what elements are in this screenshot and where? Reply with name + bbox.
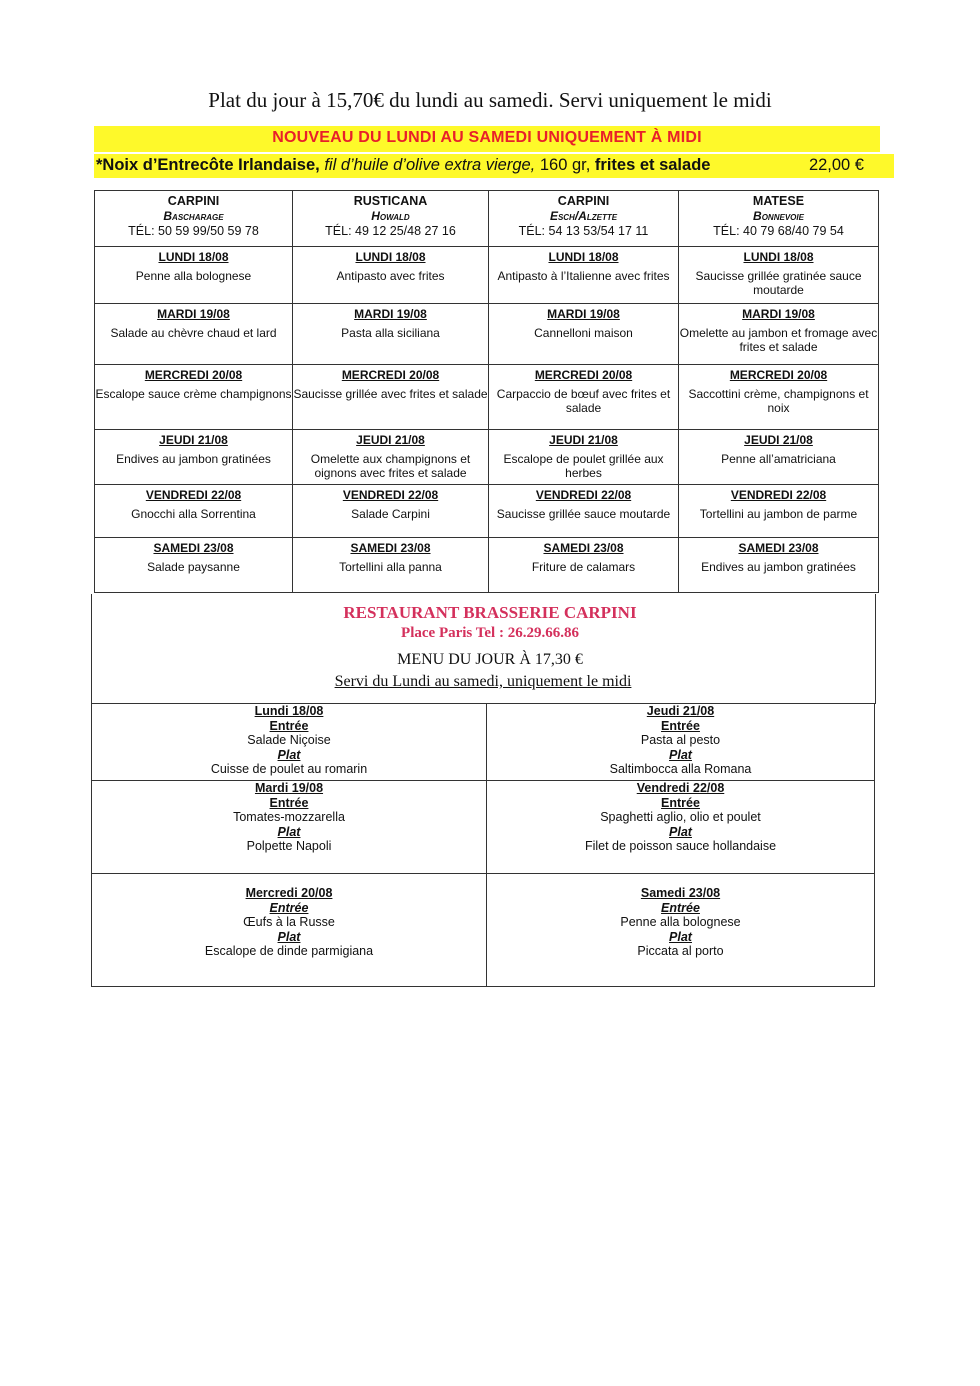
plat-label: Plat bbox=[669, 747, 692, 762]
restaurant-header bbox=[489, 191, 679, 247]
entree-label: Entrée bbox=[661, 795, 700, 810]
menu-day: Mercredi 20/08 bbox=[245, 886, 333, 900]
day-label: VENDREDI 22/08 bbox=[342, 488, 439, 502]
day-row-vendredi bbox=[95, 485, 879, 538]
menu-day-cell bbox=[487, 781, 875, 874]
menu-note: Servi du Lundi au samedi, uniquement le midi bbox=[334, 673, 632, 690]
dish: Antipasto avec frites bbox=[336, 269, 445, 283]
restaurant-phone: TÉL: 54 13 53/54 17 11 bbox=[518, 224, 649, 238]
menu-day: Mardi 19/08 bbox=[254, 781, 324, 795]
day-label: JEUDI 21/08 bbox=[159, 433, 228, 447]
menu-cell bbox=[95, 247, 293, 304]
day-label: LUNDI 18/08 bbox=[548, 250, 619, 264]
plat-label: Plat bbox=[277, 824, 301, 839]
day-label: JEUDI 21/08 bbox=[356, 433, 425, 447]
menu-cell bbox=[489, 304, 679, 365]
dish: Salade au chèvre chaud et lard bbox=[110, 326, 277, 340]
entree-dish: Œufs à la Russe bbox=[243, 915, 335, 929]
entree-dish: Spaghetti aglio, olio et poulet bbox=[600, 810, 761, 824]
day-row-mercredi bbox=[95, 365, 879, 430]
menu-cell bbox=[679, 430, 879, 485]
menu-day-cell bbox=[92, 704, 487, 781]
brasserie-address: Place Paris Tel : 26.29.66.86 bbox=[401, 625, 579, 641]
dish: Endives au jambon gratinées bbox=[701, 560, 856, 574]
special-sides: frites et salade bbox=[590, 156, 711, 174]
plat-dish: Cuisse de poulet au romarin bbox=[210, 762, 368, 776]
day-label: SAMEDI 23/08 bbox=[738, 541, 819, 555]
dish: Penne all’amatriciana bbox=[721, 452, 836, 466]
menu-day-cell bbox=[92, 874, 487, 987]
plat-dish: Filet de poisson sauce hollandaise bbox=[584, 839, 777, 853]
menu-cell bbox=[293, 304, 489, 365]
day-label: MARDI 19/08 bbox=[157, 307, 230, 321]
restaurant-header bbox=[95, 191, 293, 247]
dish: Tortellini alla panna bbox=[339, 560, 442, 574]
day-row-samedi bbox=[95, 538, 879, 593]
dish: Salade Carpini bbox=[351, 507, 430, 521]
day-label: JEUDI 21/08 bbox=[549, 433, 618, 447]
menu-cell bbox=[293, 430, 489, 485]
menu-cell bbox=[95, 538, 293, 593]
restaurant-header bbox=[679, 191, 879, 247]
dish: Saucisse grillée avec frites et salade bbox=[293, 387, 488, 401]
menu-cell bbox=[489, 430, 679, 485]
dish: Friture de calamars bbox=[531, 560, 636, 574]
restaurant-name: CARPINI bbox=[557, 194, 610, 208]
day-label: MARDI 19/08 bbox=[547, 307, 620, 321]
day-label: VENDREDI 22/08 bbox=[145, 488, 242, 502]
special-name: *Noix d’Entrecôte Irlandaise, bbox=[96, 156, 320, 174]
menu-row bbox=[92, 874, 875, 987]
menu-day: Samedi 23/08 bbox=[640, 886, 721, 900]
entree-dish: Pasta al pesto bbox=[640, 733, 721, 747]
day-label: LUNDI 18/08 bbox=[355, 250, 426, 264]
dish: Antipasto à l’Italienne avec frites bbox=[497, 269, 670, 283]
menu-cell bbox=[489, 247, 679, 304]
menu-day: Lundi 18/08 bbox=[254, 704, 324, 718]
restaurant-town: Bonnevoie bbox=[753, 209, 804, 223]
day-label: MARDI 19/08 bbox=[742, 307, 815, 321]
day-label: VENDREDI 22/08 bbox=[535, 488, 632, 502]
restaurant-town: Howald bbox=[371, 209, 410, 223]
dish: Escalope de poulet grillée aux herbes bbox=[503, 452, 664, 480]
day-label: MERCREDI 20/08 bbox=[729, 368, 828, 382]
restaurant-header-row bbox=[95, 191, 879, 247]
menu-title: MENU DU JOUR À 17,30 € bbox=[397, 651, 583, 668]
restaurant-name: RUSTICANA bbox=[353, 194, 428, 208]
day-label: SAMEDI 23/08 bbox=[153, 541, 234, 555]
menu-cell bbox=[679, 247, 879, 304]
plat-label: Plat bbox=[277, 747, 301, 762]
menu-day-cell bbox=[487, 704, 875, 781]
dish: Gnocchi alla Sorrentina bbox=[131, 507, 256, 521]
dish: Salade paysanne bbox=[147, 560, 240, 574]
menu-row bbox=[92, 704, 875, 781]
entree-label: Entrée bbox=[661, 718, 700, 733]
dish: Pasta alla siciliana bbox=[341, 326, 440, 340]
menu-cell bbox=[679, 304, 879, 365]
restaurant-phone: TÉL: 50 59 99/50 59 78 bbox=[128, 224, 259, 238]
day-label: MERCREDI 20/08 bbox=[144, 368, 243, 382]
entree-dish: Penne alla bolognese bbox=[620, 915, 741, 929]
dish: Saucisse grillée sauce moutarde bbox=[496, 507, 671, 521]
menu-cell bbox=[489, 485, 679, 538]
menu-day-cell bbox=[92, 781, 487, 874]
menu-day: Vendredi 22/08 bbox=[636, 781, 725, 795]
menu-day-cell bbox=[487, 874, 875, 987]
restaurant-name: MATESE bbox=[752, 194, 805, 208]
dish: Saccottini crème, champignons et noix bbox=[688, 387, 869, 415]
menu-cell bbox=[679, 485, 879, 538]
day-label: MARDI 19/08 bbox=[354, 307, 427, 321]
day-label: SAMEDI 23/08 bbox=[350, 541, 431, 555]
day-row-jeudi bbox=[95, 430, 879, 485]
menu-cell bbox=[293, 365, 489, 430]
special-dish bbox=[96, 156, 710, 175]
special-price: 22,00 € bbox=[808, 156, 864, 174]
dish: Cannelloni maison bbox=[534, 326, 633, 340]
restaurant-name: CARPINI bbox=[167, 194, 220, 208]
plat-dish: Saltimbocca alla Romana bbox=[609, 762, 752, 776]
restaurant-town: Bascharage bbox=[163, 209, 224, 223]
restaurant-phone: TÉL: 49 12 25/48 27 16 bbox=[325, 224, 456, 238]
entree-dish: Salade Niçoise bbox=[247, 733, 331, 747]
menu-day: Jeudi 21/08 bbox=[646, 704, 715, 718]
dish: Endives au jambon gratinées bbox=[116, 452, 271, 466]
entree-label: Entrée bbox=[269, 795, 309, 810]
menu-cell bbox=[679, 365, 879, 430]
dish: Saucisse grillée gratinée sauce moutarde bbox=[695, 269, 862, 297]
banner-text: NOUVEAU DU LUNDI AU SAMEDI UNIQUEMENT À MIDI bbox=[272, 129, 702, 146]
entree-dish: Tomates-mozzarella bbox=[233, 810, 345, 824]
day-label: VENDREDI 22/08 bbox=[730, 488, 827, 502]
special-description: fil d’huile d’olive extra vierge, bbox=[319, 156, 536, 174]
plat-dish: Escalope de dinde parmigiana bbox=[204, 944, 374, 958]
restaurant-phone: TÉL: 40 79 68/40 79 54 bbox=[713, 224, 844, 238]
page-title: Plat du jour à 15,70€ du lundi au samedi. Servi uniquement le midi bbox=[208, 88, 772, 112]
restaurant-header bbox=[293, 191, 489, 247]
menu-cell bbox=[95, 365, 293, 430]
brasserie-menu-table bbox=[91, 703, 875, 987]
day-label: JEUDI 21/08 bbox=[744, 433, 813, 447]
dish: Escalope sauce crème champignons bbox=[95, 387, 292, 401]
menu-cell bbox=[293, 247, 489, 304]
dish: Omelette aux champignons et oignons avec frites et salade bbox=[310, 452, 471, 480]
plat-label: Plat bbox=[669, 824, 692, 839]
menu-cell bbox=[679, 538, 879, 593]
dish: Penne alla bolognese bbox=[135, 269, 252, 283]
menu-cell bbox=[293, 538, 489, 593]
menu-cell bbox=[489, 365, 679, 430]
menu-cell bbox=[95, 430, 293, 485]
menu-cell bbox=[293, 485, 489, 538]
day-label: MERCREDI 20/08 bbox=[534, 368, 633, 382]
menu-row bbox=[92, 781, 875, 874]
day-row-mardi bbox=[95, 304, 879, 365]
day-label: MERCREDI 20/08 bbox=[341, 368, 440, 382]
dish: Omelette au jambon et fromage avec frites et salade bbox=[679, 326, 878, 354]
day-row-lundi bbox=[95, 247, 879, 304]
entree-label: Entrée bbox=[661, 900, 700, 915]
menu-cell bbox=[95, 304, 293, 365]
day-label: LUNDI 18/08 bbox=[743, 250, 814, 264]
day-label: SAMEDI 23/08 bbox=[543, 541, 624, 555]
entree-label: Entrée bbox=[269, 718, 309, 733]
brasserie-name: RESTAURANT BRASSERIE CARPINI bbox=[343, 603, 637, 622]
special-weight: 160 gr, bbox=[535, 156, 591, 174]
plat-label: Plat bbox=[277, 929, 301, 944]
entree-label: Entrée bbox=[269, 900, 309, 915]
restaurant-town: Esch/Alzette bbox=[549, 209, 618, 223]
menu-cell bbox=[95, 485, 293, 538]
weekly-menu-table bbox=[94, 190, 879, 593]
menu-cell bbox=[489, 538, 679, 593]
day-label: LUNDI 18/08 bbox=[158, 250, 229, 264]
plat-dish: Polpette Napoli bbox=[246, 839, 332, 853]
plat-label: Plat bbox=[669, 929, 692, 944]
dish: Tortellini au jambon de parme bbox=[699, 507, 858, 521]
dish: Carpaccio de bœuf avec frites et salade bbox=[496, 387, 671, 415]
plat-dish: Piccata al porto bbox=[637, 944, 724, 958]
